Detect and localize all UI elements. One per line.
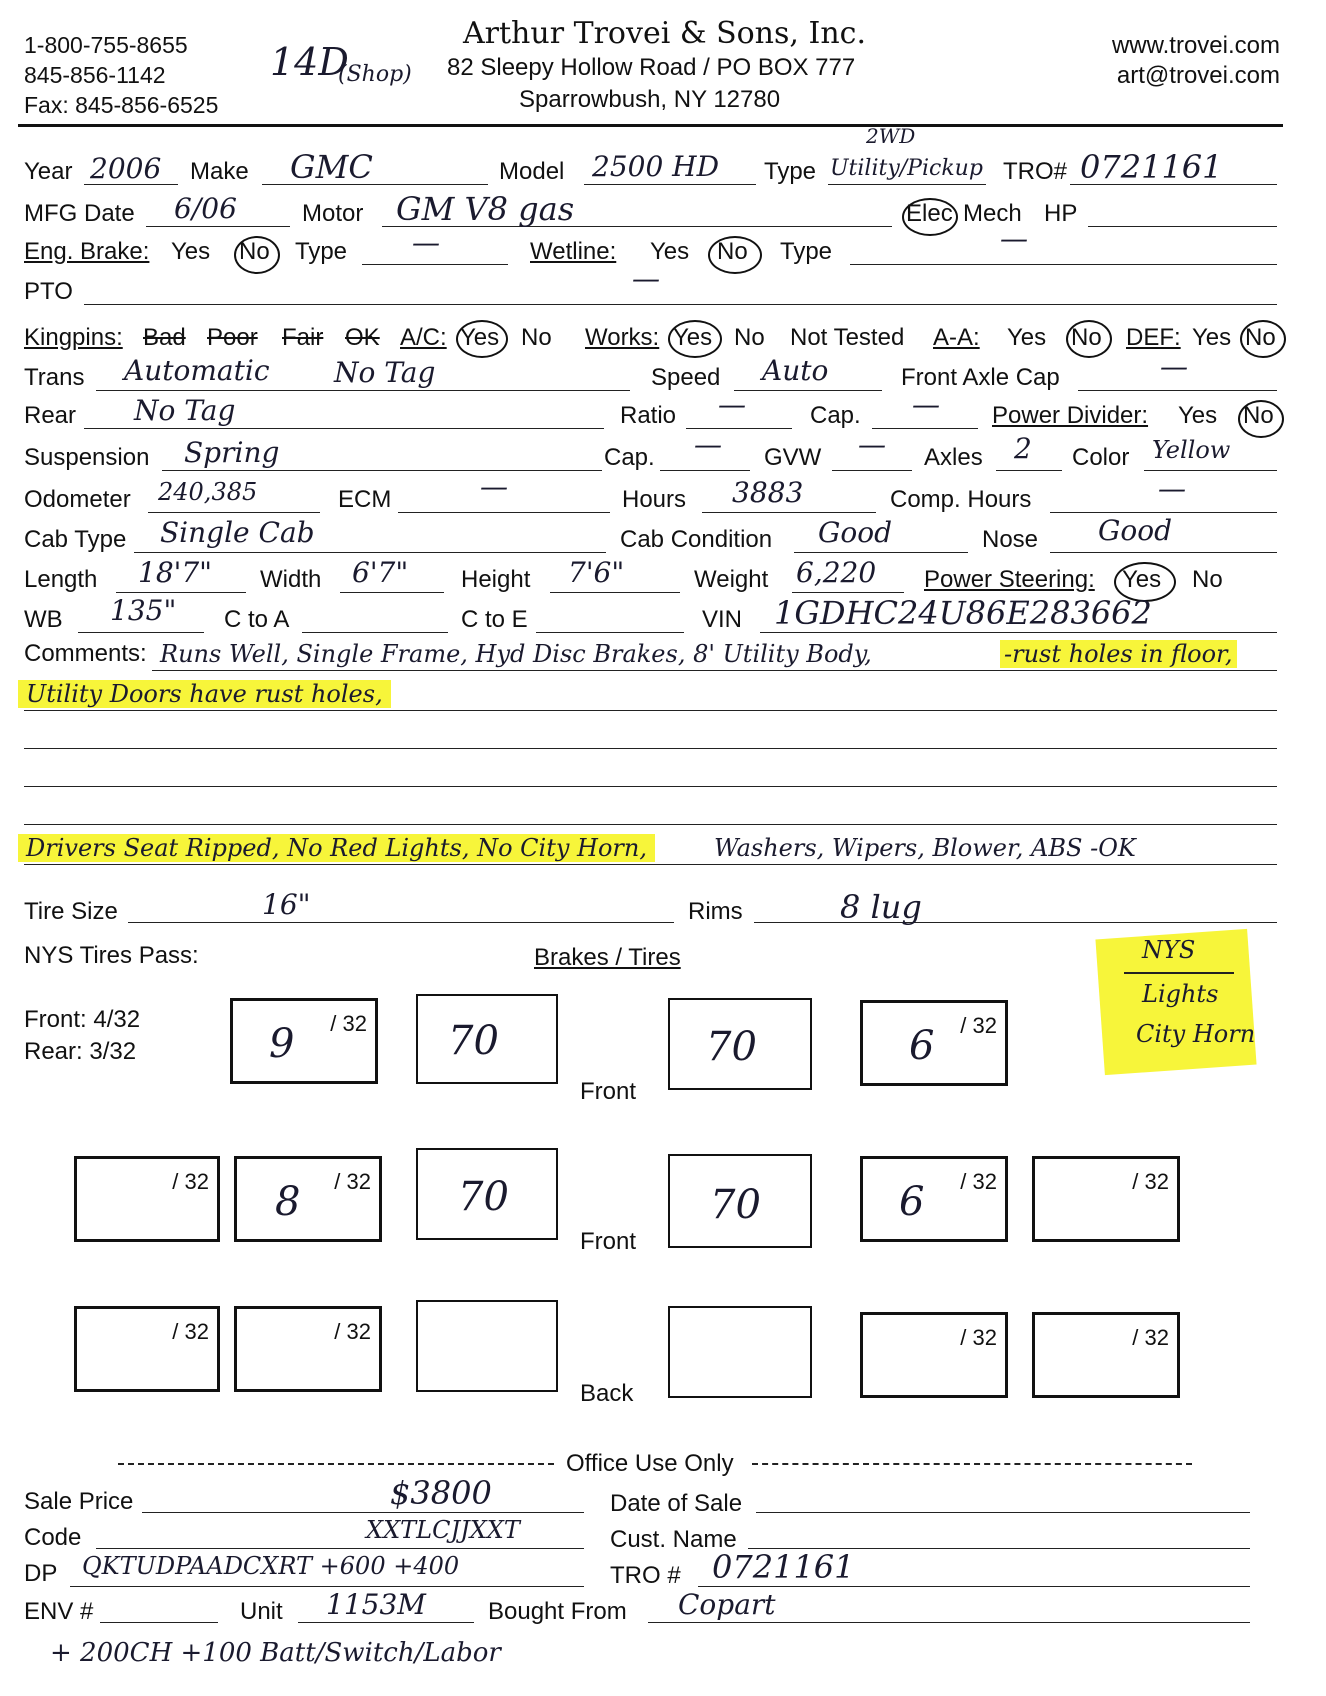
tire-box-r2-left-inner[interactable] bbox=[234, 1156, 382, 1242]
side-note-line-1[interactable]: NYS bbox=[1142, 936, 1196, 964]
c-to-a-label: C to A bbox=[224, 606, 290, 633]
tire-size-line bbox=[128, 922, 674, 923]
unit-line bbox=[298, 1622, 474, 1623]
tire-box-per32: / 32 bbox=[1132, 1325, 1169, 1350]
susp-cap-value[interactable]: — bbox=[694, 428, 722, 461]
trans-label: Trans bbox=[24, 364, 85, 391]
comp-hours-value[interactable]: — bbox=[1158, 472, 1186, 505]
odometer-value[interactable]: 240,385 bbox=[158, 478, 258, 506]
comments-line-5 bbox=[24, 824, 1277, 825]
model-value[interactable]: 2500 HD bbox=[592, 150, 720, 183]
tire-size-value[interactable]: 16" bbox=[262, 888, 311, 921]
sale-price-line bbox=[142, 1512, 584, 1513]
rear-cap-value[interactable]: — bbox=[912, 388, 940, 421]
wetline-label: Wetline: bbox=[530, 238, 617, 265]
pto-value[interactable]: — bbox=[632, 262, 660, 295]
height-label: Height bbox=[461, 566, 531, 593]
rear-line bbox=[84, 428, 604, 429]
brake-box-value: 70 bbox=[710, 1182, 761, 1228]
brake-box-r2-right[interactable] bbox=[668, 1154, 812, 1248]
ratio-label: Ratio bbox=[620, 402, 677, 429]
date-of-sale-label: Date of Sale bbox=[610, 1490, 743, 1517]
kingpins-poor[interactable]: Poor bbox=[207, 324, 258, 351]
speed-line bbox=[734, 390, 882, 391]
brake-box-r3-left[interactable] bbox=[416, 1300, 558, 1392]
model-label: Model bbox=[499, 158, 565, 185]
tire-box-front-right[interactable] bbox=[860, 1000, 1008, 1086]
unit-value[interactable]: 1153M bbox=[326, 1588, 426, 1621]
vin-label: VIN bbox=[702, 606, 743, 633]
mech-option[interactable]: Mech bbox=[963, 200, 1022, 227]
date-of-sale-line bbox=[756, 1512, 1250, 1513]
hp-label: HP bbox=[1044, 200, 1078, 227]
eng-brake-label: Eng. Brake: bbox=[24, 238, 150, 265]
speed-label: Speed bbox=[651, 364, 721, 391]
tire-box-r2-right-outer[interactable] bbox=[1032, 1156, 1180, 1242]
height-value[interactable]: 7'6" bbox=[568, 556, 625, 589]
gvw-value[interactable]: — bbox=[858, 428, 886, 461]
eng-brake-no[interactable]: No bbox=[239, 238, 270, 265]
tire-box-r3-left-inner[interactable] bbox=[234, 1306, 382, 1392]
front-minimum: Front: 4/32 bbox=[24, 1006, 141, 1033]
front-axle-cap-line bbox=[1078, 390, 1277, 391]
side-note-line-2[interactable]: Lights bbox=[1142, 980, 1219, 1008]
eng-brake-type-label: Type bbox=[295, 238, 348, 265]
comments-line-2 bbox=[24, 710, 1277, 711]
rims-value[interactable]: 8 lug bbox=[840, 888, 922, 926]
suspension-line bbox=[162, 470, 602, 471]
ac-label: A/C: bbox=[400, 324, 447, 351]
year-value[interactable]: 2006 bbox=[90, 152, 162, 185]
tire-size-label: Tire Size bbox=[24, 898, 118, 925]
rear-label: Rear bbox=[24, 402, 77, 429]
width-value[interactable]: 6'7" bbox=[352, 556, 409, 589]
nose-label: Nose bbox=[982, 526, 1039, 553]
works-not-tested[interactable]: Not Tested bbox=[790, 324, 905, 351]
brake-box-r2-left[interactable] bbox=[416, 1148, 558, 1240]
aa-label: A-A: bbox=[933, 324, 980, 351]
wetline-yes[interactable]: Yes bbox=[650, 238, 690, 265]
tro-2-value[interactable]: 0721161 bbox=[712, 1548, 855, 1586]
comment-line-1a[interactable]: Runs Well, Single Frame, Hyd Disc Brakes, 8' Utility Body, bbox=[160, 640, 872, 668]
power-steering-no[interactable]: No bbox=[1192, 566, 1223, 593]
works-no[interactable]: No bbox=[734, 324, 765, 351]
side-note-line-3[interactable]: City Horn bbox=[1136, 1020, 1256, 1048]
comp-hours-line bbox=[1050, 512, 1277, 513]
tire-box-r2-left-outer[interactable] bbox=[74, 1156, 220, 1242]
company-address-1: 82 Sleepy Hollow Road / PO BOX 777 bbox=[447, 54, 856, 81]
vin-line bbox=[760, 632, 1277, 633]
tire-box-r3-left-outer[interactable] bbox=[74, 1306, 220, 1392]
company-email[interactable]: art@trovei.com bbox=[1116, 62, 1280, 89]
rims-label: Rims bbox=[688, 898, 743, 925]
comment-line-2[interactable]: Utility Doors have rust holes, bbox=[18, 680, 391, 708]
wetline-no[interactable]: No bbox=[717, 238, 748, 265]
susp-cap-label: Cap. bbox=[604, 444, 655, 471]
mfg-date-label: MFG Date bbox=[24, 200, 135, 227]
make-value[interactable]: GMC bbox=[290, 148, 373, 186]
width-label: Width bbox=[260, 566, 322, 593]
tro-value[interactable]: 0721161 bbox=[1080, 148, 1223, 186]
cab-type-label: Cab Type bbox=[24, 526, 127, 553]
tire-box-per32: / 32 bbox=[172, 1169, 209, 1194]
gvw-line bbox=[832, 470, 912, 471]
comments-label: Comments: bbox=[24, 640, 147, 667]
tire-box-per32: / 32 bbox=[960, 1169, 997, 1194]
company-address-2: Sparrowbush, NY 12780 bbox=[519, 86, 781, 113]
vin-value[interactable]: 1GDHC24U86E283662 bbox=[774, 594, 1152, 632]
handwritten-note: 14D bbox=[270, 40, 349, 84]
front-axle-cap-label: Front Axle Cap bbox=[901, 364, 1060, 391]
brake-box-front-right[interactable] bbox=[668, 998, 812, 1090]
code-line bbox=[96, 1548, 584, 1549]
suspension-label: Suspension bbox=[24, 444, 150, 471]
eng-brake-yes[interactable]: Yes bbox=[171, 238, 211, 265]
ecm-value[interactable]: — bbox=[480, 470, 508, 503]
hours-label: Hours bbox=[622, 486, 687, 513]
length-line bbox=[116, 592, 246, 593]
hours-value[interactable]: 3883 bbox=[732, 476, 804, 509]
power-divider-label: Power Divider: bbox=[992, 402, 1149, 429]
rear-minimum: Rear: 3/32 bbox=[24, 1038, 137, 1065]
tire-box-r3-right-outer[interactable] bbox=[1032, 1312, 1180, 1398]
motor-label: Motor bbox=[302, 200, 364, 227]
weight-label: Weight bbox=[694, 566, 769, 593]
tire-box-r2-right-inner[interactable] bbox=[860, 1156, 1008, 1242]
wb-label: WB bbox=[24, 606, 63, 633]
brake-box-value: 70 bbox=[448, 1018, 499, 1064]
wetline-type-line bbox=[850, 264, 1277, 265]
tro-2-line bbox=[698, 1586, 1250, 1587]
pto-label: PTO bbox=[24, 278, 73, 305]
company-name: Arthur Trovei & Sons, Inc. bbox=[463, 16, 866, 51]
ecm-line bbox=[398, 512, 610, 513]
axles-label: Axles bbox=[924, 444, 983, 471]
fax-number: Fax: 845-856-6525 bbox=[24, 92, 219, 118]
comments-line-3 bbox=[24, 748, 1277, 749]
type-value[interactable]: Utility/Pickup bbox=[830, 156, 983, 181]
kingpins-ok[interactable]: OK bbox=[345, 324, 380, 351]
c-to-e-label: C to E bbox=[461, 606, 528, 633]
tro-2-label: TRO # bbox=[610, 1562, 681, 1589]
cab-type-value[interactable]: Single Cab bbox=[160, 516, 315, 549]
trans-value-2[interactable]: No Tag bbox=[334, 356, 436, 389]
def-no[interactable]: No bbox=[1245, 324, 1276, 351]
header-divider bbox=[18, 124, 1283, 127]
type-superscript: 2WD bbox=[866, 124, 916, 148]
elec-option[interactable]: Elec bbox=[906, 200, 953, 227]
comments-line-4 bbox=[24, 786, 1277, 787]
kingpins-bad[interactable]: Bad bbox=[143, 324, 186, 351]
dp-label: DP bbox=[24, 1560, 58, 1587]
tire-box-per32: / 32 bbox=[330, 1011, 367, 1036]
height-line bbox=[550, 592, 680, 593]
works-yes[interactable]: Yes bbox=[673, 324, 713, 351]
width-line bbox=[340, 592, 444, 593]
tire-box-front-left[interactable] bbox=[230, 998, 378, 1084]
ratio-value[interactable]: — bbox=[718, 388, 746, 421]
color-label: Color bbox=[1072, 444, 1130, 471]
length-label: Length bbox=[24, 566, 98, 593]
kingpins-fair[interactable]: Fair bbox=[282, 324, 324, 351]
def-label: DEF: bbox=[1126, 324, 1181, 351]
tire-box-per32: / 32 bbox=[172, 1319, 209, 1344]
trans-line bbox=[96, 390, 630, 391]
phone-2: 845-856-1142 bbox=[24, 62, 166, 88]
brakes-tires-heading: Brakes / Tires bbox=[534, 944, 681, 971]
axles-line bbox=[996, 470, 1062, 471]
rear-cap-line bbox=[872, 428, 978, 429]
cab-condition-value[interactable]: Good bbox=[818, 516, 893, 549]
cust-name-label: Cust. Name bbox=[610, 1526, 737, 1553]
comp-hours-label: Comp. Hours bbox=[890, 486, 1032, 513]
front-axle-label-1: Front bbox=[580, 1078, 637, 1105]
eng-brake-type-value[interactable]: — bbox=[412, 226, 440, 259]
length-value[interactable]: 18'7" bbox=[138, 556, 213, 589]
comment-line-3a[interactable]: Drivers Seat Ripped, No Red Lights, No City Horn, bbox=[18, 834, 655, 862]
model-line bbox=[584, 184, 756, 185]
wb-line bbox=[78, 632, 204, 633]
tire-box-r3-right-inner[interactable] bbox=[860, 1312, 1008, 1398]
cab-type-line bbox=[134, 552, 606, 553]
type-label: Type bbox=[764, 158, 817, 185]
rims-line bbox=[754, 922, 1277, 923]
wetline-type-label: Type bbox=[780, 238, 833, 265]
handwritten-note-sub: (Shop) bbox=[338, 62, 412, 87]
color-line bbox=[1144, 470, 1277, 471]
motor-value[interactable]: GM V8 gas bbox=[396, 190, 575, 228]
year-label: Year bbox=[24, 158, 73, 185]
weight-value[interactable]: 6,220 bbox=[796, 556, 877, 589]
aa-yes[interactable]: Yes bbox=[1007, 324, 1047, 351]
sale-price-label: Sale Price bbox=[24, 1488, 134, 1515]
tire-box-value: 6 bbox=[899, 1179, 925, 1225]
office-divider-right bbox=[752, 1463, 1192, 1465]
c-to-e-line bbox=[536, 632, 684, 633]
nys-tires-pass-label: NYS Tires Pass: bbox=[24, 942, 199, 969]
code-label: Code bbox=[24, 1524, 82, 1551]
office-use-heading: Office Use Only bbox=[566, 1450, 734, 1477]
suspension-value[interactable]: Spring bbox=[184, 436, 280, 469]
env-line bbox=[100, 1622, 218, 1623]
tire-box-per32: / 32 bbox=[1132, 1169, 1169, 1194]
ac-yes[interactable]: Yes bbox=[460, 324, 500, 351]
back-axle-label: Back bbox=[580, 1380, 634, 1407]
works-label: Works: bbox=[585, 324, 660, 351]
odometer-line bbox=[148, 512, 320, 513]
nose-value[interactable]: Good bbox=[1098, 514, 1173, 547]
odometer-label: Odometer bbox=[24, 486, 131, 513]
bought-from-value[interactable]: Copart bbox=[678, 1588, 776, 1621]
power-divider-yes[interactable]: Yes bbox=[1178, 402, 1218, 429]
office-divider-left bbox=[118, 1463, 554, 1465]
env-label: ENV # bbox=[24, 1598, 94, 1625]
rear-value[interactable]: No Tag bbox=[134, 394, 236, 427]
wb-value[interactable]: 135" bbox=[110, 594, 177, 627]
mfg-date-line bbox=[146, 226, 290, 227]
tire-box-value: 6 bbox=[909, 1023, 935, 1069]
unit-label: Unit bbox=[240, 1598, 283, 1625]
tire-box-per32: / 32 bbox=[334, 1319, 371, 1344]
hp-line bbox=[1088, 226, 1277, 227]
bought-from-line bbox=[648, 1622, 1250, 1623]
footer-handwritten-note[interactable]: + 200CH +100 Batt/Switch/Labor bbox=[50, 1638, 501, 1668]
make-label: Make bbox=[190, 158, 249, 185]
front-axle-cap-value[interactable]: — bbox=[1160, 350, 1188, 383]
brake-box-value: 70 bbox=[458, 1174, 509, 1220]
front-axle-label-2: Front bbox=[580, 1228, 637, 1255]
eng-brake-type-line bbox=[362, 264, 508, 265]
ecm-label: ECM bbox=[338, 486, 392, 513]
company-website[interactable]: www.trovei.com bbox=[1111, 32, 1280, 59]
dp-line bbox=[70, 1586, 584, 1587]
pto-line bbox=[84, 304, 1277, 305]
nose-line bbox=[1050, 552, 1277, 553]
dp-value[interactable]: QKTUDPAADCXRT +600 +400 bbox=[82, 1552, 460, 1580]
tire-box-per32: / 32 bbox=[334, 1169, 371, 1194]
power-divider-no[interactable]: No bbox=[1243, 402, 1274, 429]
speed-value[interactable]: Auto bbox=[762, 354, 829, 387]
hours-line bbox=[702, 512, 876, 513]
kingpins-label: Kingpins: bbox=[24, 324, 123, 351]
comment-line-1b[interactable]: -rust holes in floor, bbox=[1000, 640, 1237, 668]
rear-cap-label: Cap. bbox=[810, 402, 861, 429]
comments-line-6 bbox=[24, 864, 1277, 865]
comments-line-1 bbox=[152, 670, 1277, 671]
cab-condition-line bbox=[794, 552, 968, 553]
mfg-date-value[interactable]: 6/06 bbox=[174, 192, 237, 225]
phone-1: 1-800-755-8655 bbox=[24, 32, 188, 58]
trans-value-1[interactable]: Automatic bbox=[124, 354, 270, 387]
brake-box-value: 70 bbox=[706, 1024, 757, 1070]
code-value[interactable]: XXTLCJJXXT bbox=[366, 1516, 520, 1544]
gvw-label: GVW bbox=[764, 444, 822, 471]
brake-box-r3-right[interactable] bbox=[668, 1306, 812, 1398]
wetline-type-value[interactable]: — bbox=[1000, 222, 1028, 255]
side-note-divider bbox=[1124, 972, 1234, 974]
c-to-a-line bbox=[302, 632, 448, 633]
axles-value[interactable]: 2 bbox=[1014, 432, 1032, 465]
ac-no[interactable]: No bbox=[521, 324, 552, 351]
color-value[interactable]: Yellow bbox=[1152, 436, 1231, 464]
aa-no[interactable]: No bbox=[1071, 324, 1102, 351]
comment-line-3b[interactable]: Washers, Wipers, Blower, ABS -OK bbox=[714, 834, 1136, 862]
tire-box-value: 9 bbox=[269, 1021, 295, 1067]
sale-price-value[interactable]: $3800 bbox=[390, 1474, 492, 1512]
power-steering-label: Power Steering: bbox=[924, 566, 1095, 593]
tro-label: TRO# bbox=[1003, 158, 1068, 185]
def-yes[interactable]: Yes bbox=[1192, 324, 1232, 351]
tire-box-per32: / 32 bbox=[960, 1013, 997, 1038]
type-line bbox=[828, 184, 986, 185]
tire-box-value: 8 bbox=[275, 1179, 301, 1225]
tire-box-per32: / 32 bbox=[960, 1325, 997, 1350]
brake-box-front-left[interactable] bbox=[416, 994, 558, 1084]
cab-condition-label: Cab Condition bbox=[620, 526, 773, 553]
bought-from-label: Bought From bbox=[488, 1598, 627, 1625]
weight-line bbox=[792, 592, 904, 593]
power-steering-yes[interactable]: Yes bbox=[1122, 566, 1162, 593]
susp-cap-line bbox=[660, 470, 750, 471]
